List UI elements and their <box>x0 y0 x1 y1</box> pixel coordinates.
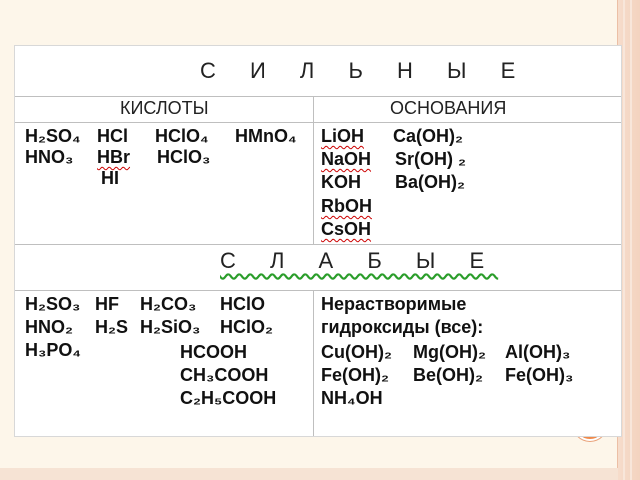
weak-base-4: Fe(OH)₂ <box>321 365 389 385</box>
weak-bases-heading-2: гидроксиды (все): <box>321 317 484 337</box>
strong-base-7: RbOH <box>321 196 372 216</box>
weak-base-6: Fe(OH)₃ <box>505 365 574 385</box>
weak-acid-6: H₂S <box>95 317 129 337</box>
strong-acid-8: HI <box>101 168 119 188</box>
weak-acid-1: H₂SO₃ <box>25 294 81 314</box>
weak-acid-5: HNO₂ <box>25 317 73 337</box>
electrolyte-table <box>14 45 622 437</box>
weak-base-3: Al(OH)₃ <box>505 342 571 362</box>
weak-title: С Л А Б Ы Е <box>220 248 499 273</box>
strong-acid-5: HNO₃ <box>25 147 74 167</box>
strong-acid-4: HMnO₄ <box>235 126 297 146</box>
weak-base-5: Be(OH)₂ <box>413 365 483 385</box>
strong-acid-1: H₂SO₄ <box>25 126 81 146</box>
weak-base-7: NH₄OH <box>321 388 383 408</box>
weak-acid-9: H₃PO₄ <box>25 340 81 360</box>
weak-bases-heading-1: Нерастворимые <box>321 294 467 314</box>
weak-acid-4: HClO <box>220 294 265 314</box>
strong-title: С И Л Ь Н Ы Е <box>200 58 530 83</box>
slide-frame-bottom <box>0 468 618 480</box>
weak-base-1: Cu(OH)₂ <box>321 342 392 362</box>
strong-bases-heading: ОСНОВАНИЯ <box>390 98 507 118</box>
strong-base-6: Ba(OH)₂ <box>395 172 465 192</box>
weak-acid-11: CH₃COOH <box>180 365 269 385</box>
weak-acid-8: HClO₂ <box>220 317 273 337</box>
strong-base-1: LiOH <box>321 126 364 146</box>
strong-base-3: NaOH <box>321 149 372 169</box>
weak-acid-10: HCOOH <box>180 342 247 362</box>
strong-base-5: KOH <box>321 172 361 192</box>
strong-acid-2: HCl <box>97 126 128 146</box>
strong-base-8: CsOH <box>321 219 372 239</box>
strong-base-4: Sr(OH) ₂ <box>395 149 466 169</box>
weak-acid-12: C₂H₅COOH <box>180 388 277 408</box>
weak-acid-2: HF <box>95 294 119 314</box>
strong-acid-7: HClO₃ <box>157 147 211 167</box>
strong-acids-heading: КИСЛОТЫ <box>120 98 209 118</box>
strong-acid-6: HBr <box>97 147 131 167</box>
strong-base-2: Ca(OH)₂ <box>393 126 463 146</box>
strong-acid-3: HClO₄ <box>155 126 209 146</box>
weak-acid-3: H₂CO₃ <box>140 294 197 314</box>
weak-acid-7: H₂SiO₃ <box>140 317 201 337</box>
weak-base-2: Mg(OH)₂ <box>413 342 486 362</box>
